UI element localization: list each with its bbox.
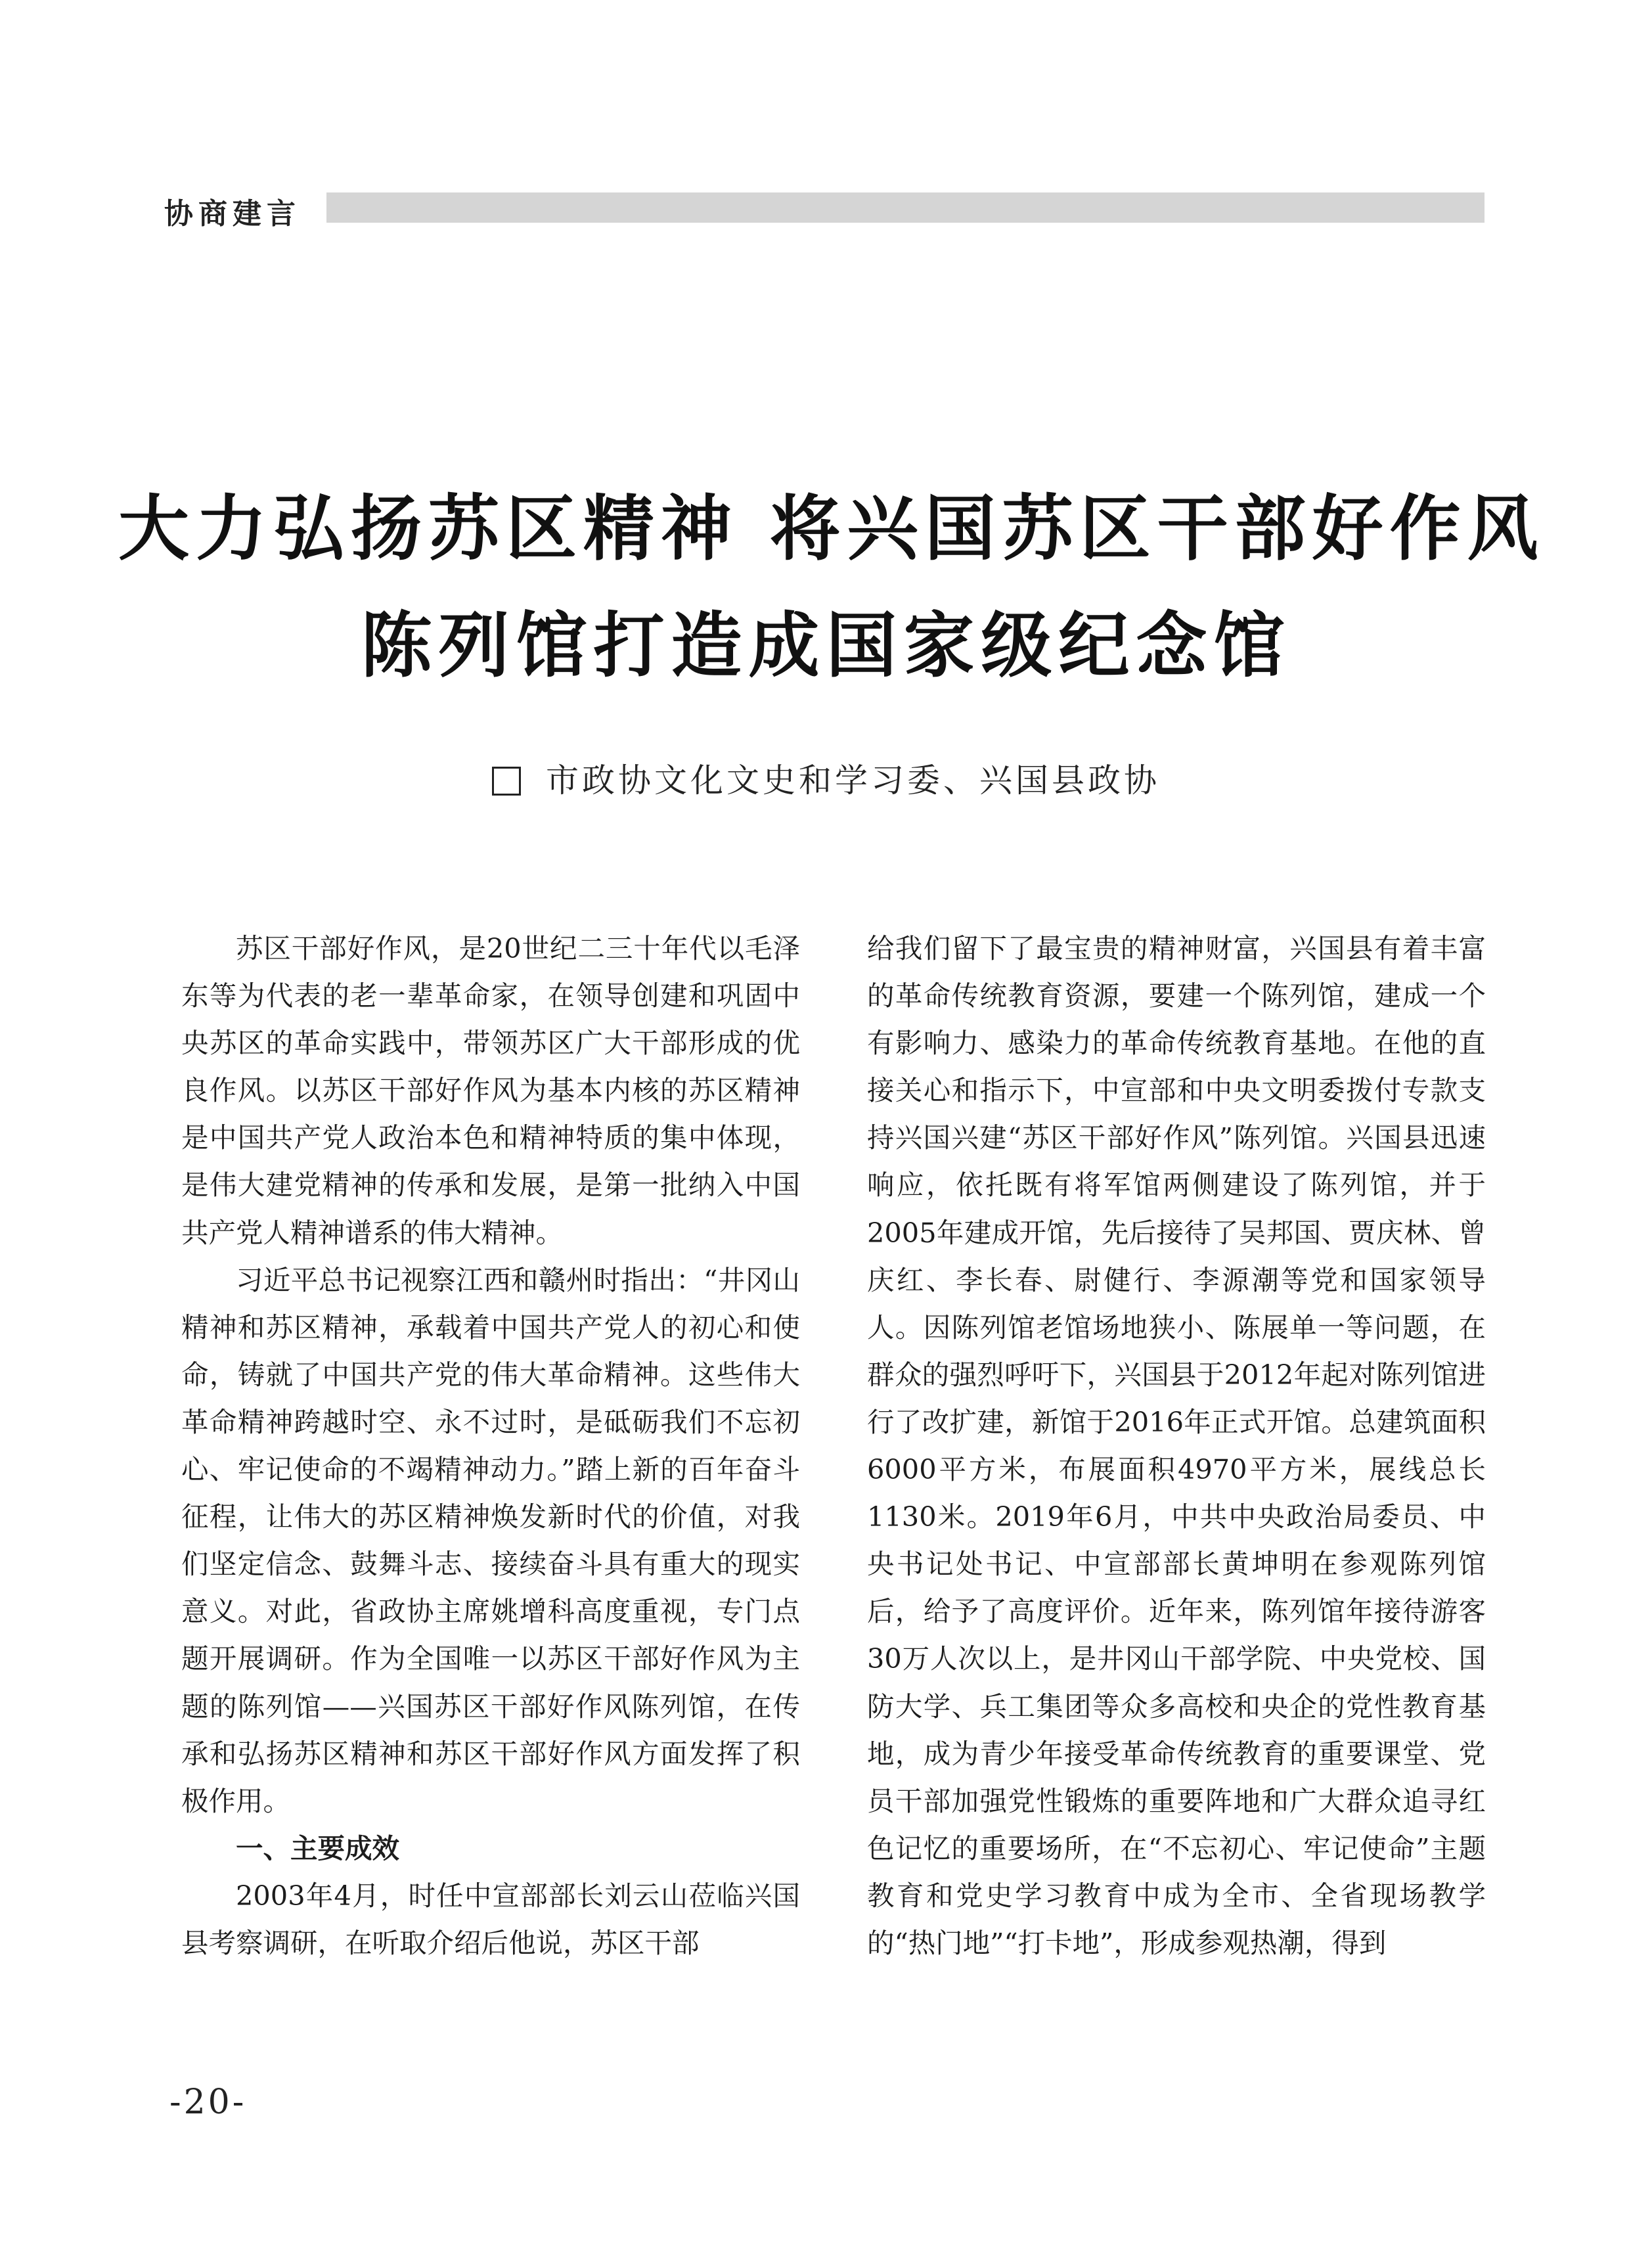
header-bar — [326, 192, 1485, 223]
section-header — [164, 186, 1485, 233]
paragraph: 习近平总书记视察江西和赣州时指出：“井冈山精神和苏区精神，承载着中国共产党人的初心和使命，铸就了中国共产党的伟大革命精神。这些伟大革命精神跨越时空、永不过时，是砥砺我们不忘初心、牢记使命的不竭精神动力。”踏上新的百年奋斗征程，让伟大的苏区精神焕发新时代的价值，对我们坚定信念、鼓舞斗志、接续奋斗具有重大的现实意义。对此，省政协主席姚增科高度重视，专门点题开展调研。作为全国唯一以苏区干部好作风为主题的陈列馆——兴国苏区干部好作风陈列馆，在传承和弘扬苏区精神和苏区干部好作风方面发挥了积极作用。 — [181, 1263, 800, 1817]
square-icon — [492, 767, 521, 796]
article-title-line-2: 陈列馆打造成国家级纪念馆 — [361, 605, 1291, 687]
paragraph: 2003年4月，时任中宣部部长刘云山莅临兴国县考察调研，在听取介绍后他说，苏区干部 — [181, 1879, 800, 1959]
paragraph: 苏区干部好作风，是20世纪二三十年代以毛泽东等为代表的老一辈革命家，在领导创建和巩固中央苏区的革命实践中，带领苏区广大干部形成的优良作风。以苏区干部好作风为基本内核的苏区精神是中国共产党人政治本色和精神特质的集中体现，是伟大建党精神的传承和发展，是第一批纳入中国共产党人精神谱系的伟大精神。 — [181, 932, 800, 1249]
byline — [0, 754, 1652, 801]
article-title-line-1: 大力弘扬苏区精神 将兴国苏区干部好作风 — [118, 488, 1545, 570]
body-column-right — [867, 925, 1486, 1967]
section-label: 协商建言 — [164, 197, 301, 231]
page-number: -20- — [169, 2083, 247, 2122]
paragraph: 给我们留下了最宝贵的精神财富，兴国县有着丰富的革命传统教育资源，要建一个陈列馆，建成一个有影响力、感染力的革命传统教育基地。在他的直接关心和指示下，中宣部和中央文明委拨付专款支持兴国兴建“苏区干部好作风”陈列馆。兴国县迅速响应，依托既有将军馆两侧建设了陈列馆，并于2005年建成开馆，先后接待了吴邦国、贾庆林、曾庆红、李长春、尉健行、李源潮等党和国家领导人。因陈列馆老馆场地狭小、陈展单一等问题，在群众的强烈呼吁下，兴国县于2012年起对陈列馆进行了改扩建，新馆于2016年正式开馆。总建筑面积6000平方米，布展面积4970平方米，展线总长1130米。2019年6月，中共中央政治局委员、中央书记处书记、中宣部部长黄坤明在参观陈列馆后，给予了高度评价。近年来，陈列馆年接待游客30万人次以上，是井冈山干部学院、中央党校、国防大学、兵工集团等众多高校和央企的党性教育基地，成为青少年接受革命传统教育的重要课堂、党员干部加强党性锻炼的重要阵地和广大群众追寻红色记忆的重要场所，在“不忘初心、牢记使命”主题教育和党史学习教育中成为全市、全省现场教学的“热门地”“打卡地”，形成参观热潮，得到 — [867, 932, 1486, 1959]
byline-text: 市政协文化文史和学习委、兴国县政协 — [546, 761, 1160, 800]
body-column-left — [181, 925, 800, 1967]
section-heading: 一、主要成效 — [236, 1832, 400, 1864]
